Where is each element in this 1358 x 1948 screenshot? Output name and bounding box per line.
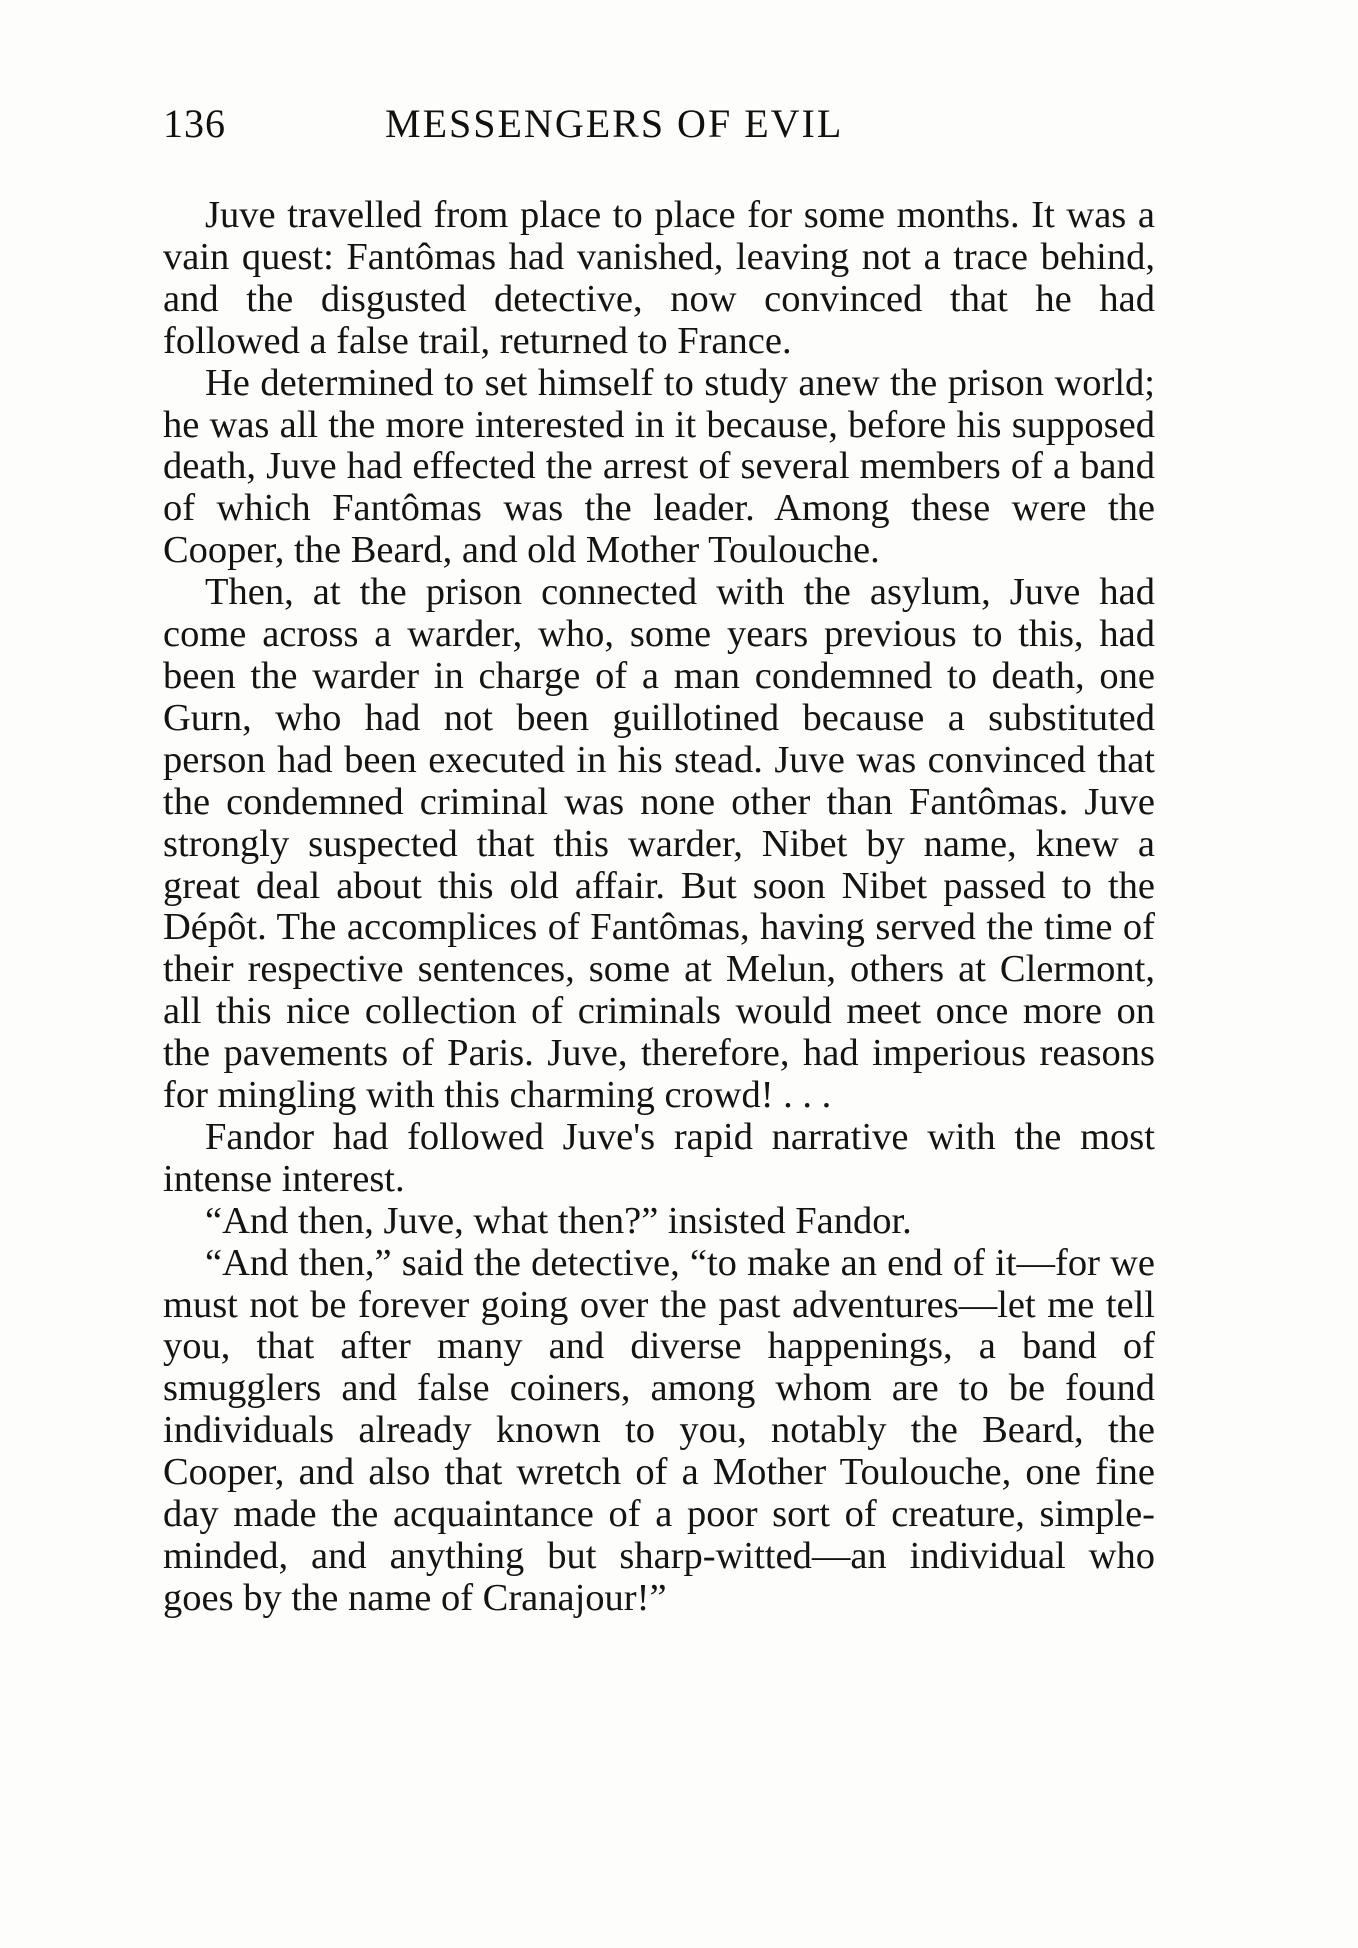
paragraph: Fandor had followed Juve's rapid narrative with the most intense interest. xyxy=(163,1115,1155,1200)
paragraph: “And then, Juve, what then?” insisted Fandor. xyxy=(205,1199,912,1242)
paragraph: Juve travelled from place to place for some months. It was a vain quest: Fantômas had vanished, leaving not a trace behind, and the disgusted detective, now convinced that he had followed a false trail, returned to France. xyxy=(163,194,1155,362)
page-header xyxy=(163,100,1163,160)
paragraph: He determined to set himself to study anew the prison world; he was all the more interested in it because, before his supposed death, Juve had effected the arrest of several members of a band of which Fantômas was the leader. Among these were the Cooper, the Beard, and old Mother Toulouche. xyxy=(163,361,1155,572)
paragraph: Then, at the prison connected with the asylum, Juve had come across a warder, who, some years previous to this, had been the warder in charge of a man condemned to death, one Gurn, who had not been guillotined because a substituted person had been executed in his stead. Juve was convinced that the condemned criminal was none other than Fantômas. Juve strongly suspected that this warder, Nibet by name, knew a great deal about this old affair. But soon Nibet passed to the Dépôt. The accomplices of Fantômas, having served the time of their respective sentences, some at Melun, others at Clermont, all this nice collection of criminals would meet once more on the pavements of Paris. Juve, therefore, had imperious reasons for mingling with this charming crowd! . . . xyxy=(163,571,1155,1117)
running-title: MESSENGERS OF EVIL xyxy=(385,101,844,146)
body-text xyxy=(163,195,1155,1620)
page-number: 136 xyxy=(163,101,226,146)
paragraph: “And then,” said the detective, “to make an end of it—for we must not be forever going over the past adventures—let me tell you, that after many and diverse happenings, a band of smugglers and false coiners, among whom are to be found individuals already known to you, notably the Beard, the Cooper, and also that wretch of a Mother Toulouche, one fine day made the acquaintance of a poor sort of creature, simple-minded, and anything but sharp-witted—an individual who goes by the name of Cranajour!” xyxy=(163,1241,1155,1619)
